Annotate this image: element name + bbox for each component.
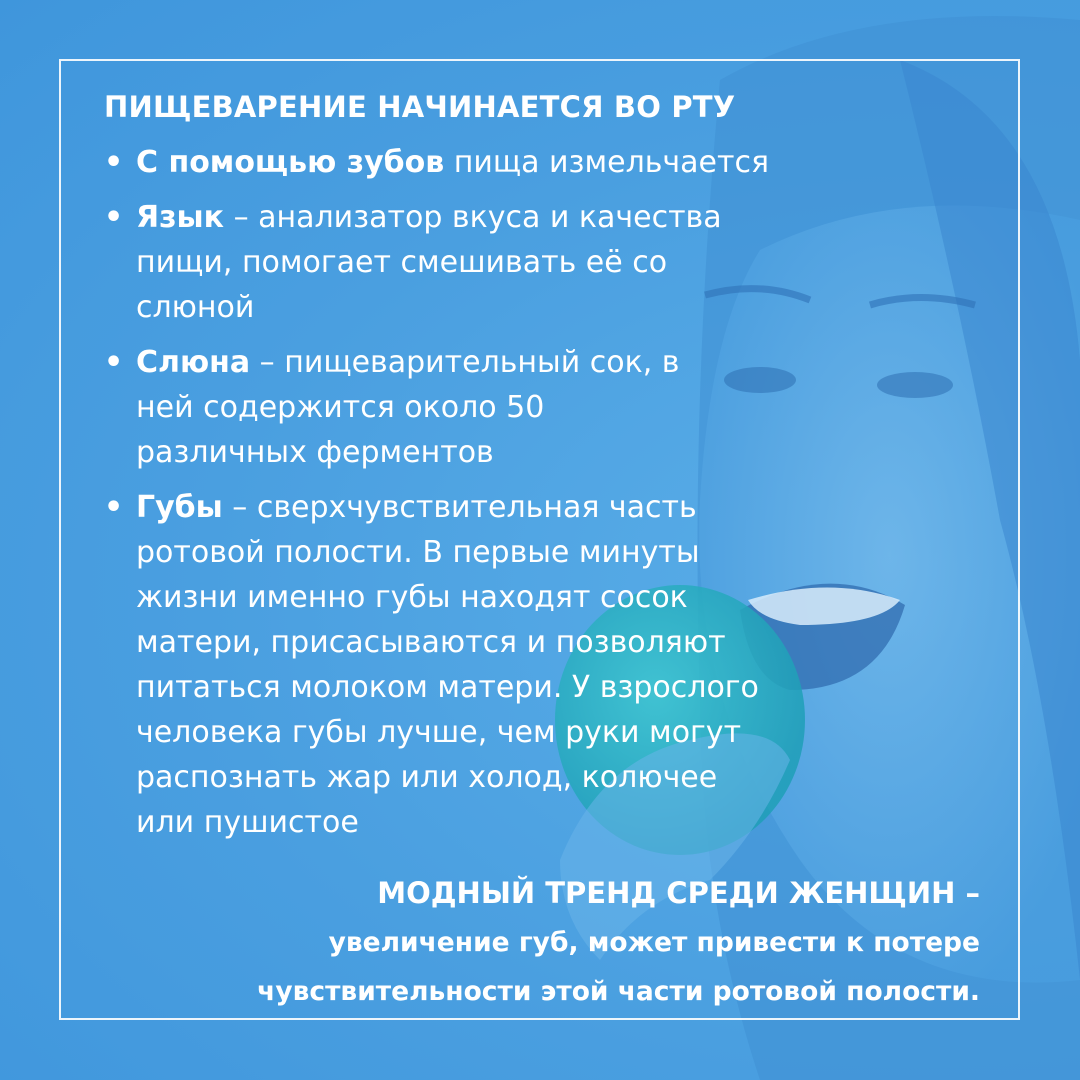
fact-text: – анализатор вкуса и качества пищи, помогает смешивать её со слюной: [136, 200, 722, 325]
bullet: •: [104, 145, 124, 180]
fact-term: Губы: [136, 490, 223, 525]
callout-title: МОДНЫЙ ТРЕНД СРЕДИ ЖЕНЩИН –: [377, 876, 980, 910]
fact-text: – пищеварительный сок, в ней содержится около 50 различных ферментов: [136, 345, 680, 470]
fact-saliva: [104, 340, 696, 475]
fact-text: – сверхчувствительная часть ротовой полости. В первые минуты жизни именно губы находят сосок матери, присасываются и позволяют питаться молоком матери. У взрослого человека губы лучше, чем руки могут распознать жар или холод, колючее или пушистое: [136, 490, 759, 840]
facts-list: [104, 140, 794, 855]
fact-text: пища измельчается: [444, 145, 770, 180]
callout: [160, 868, 980, 1016]
bullet: •: [104, 490, 124, 525]
bullet: •: [104, 200, 124, 235]
fact-term: Слюна: [136, 345, 251, 380]
bullet: •: [104, 345, 124, 380]
fact-lips: [104, 485, 776, 845]
heading: ПИЩЕВАРЕНИЕ НАЧИНАЕТСЯ ВО РТУ: [104, 90, 736, 124]
fact-term: Язык: [136, 200, 225, 235]
fact-tongue: [104, 195, 756, 330]
callout-body: увеличение губ, может привести к потере чувствительности этой части ротовой полости.: [257, 927, 980, 1007]
fact-teeth: [104, 140, 776, 185]
fact-term: С помощью зубов: [136, 145, 445, 180]
